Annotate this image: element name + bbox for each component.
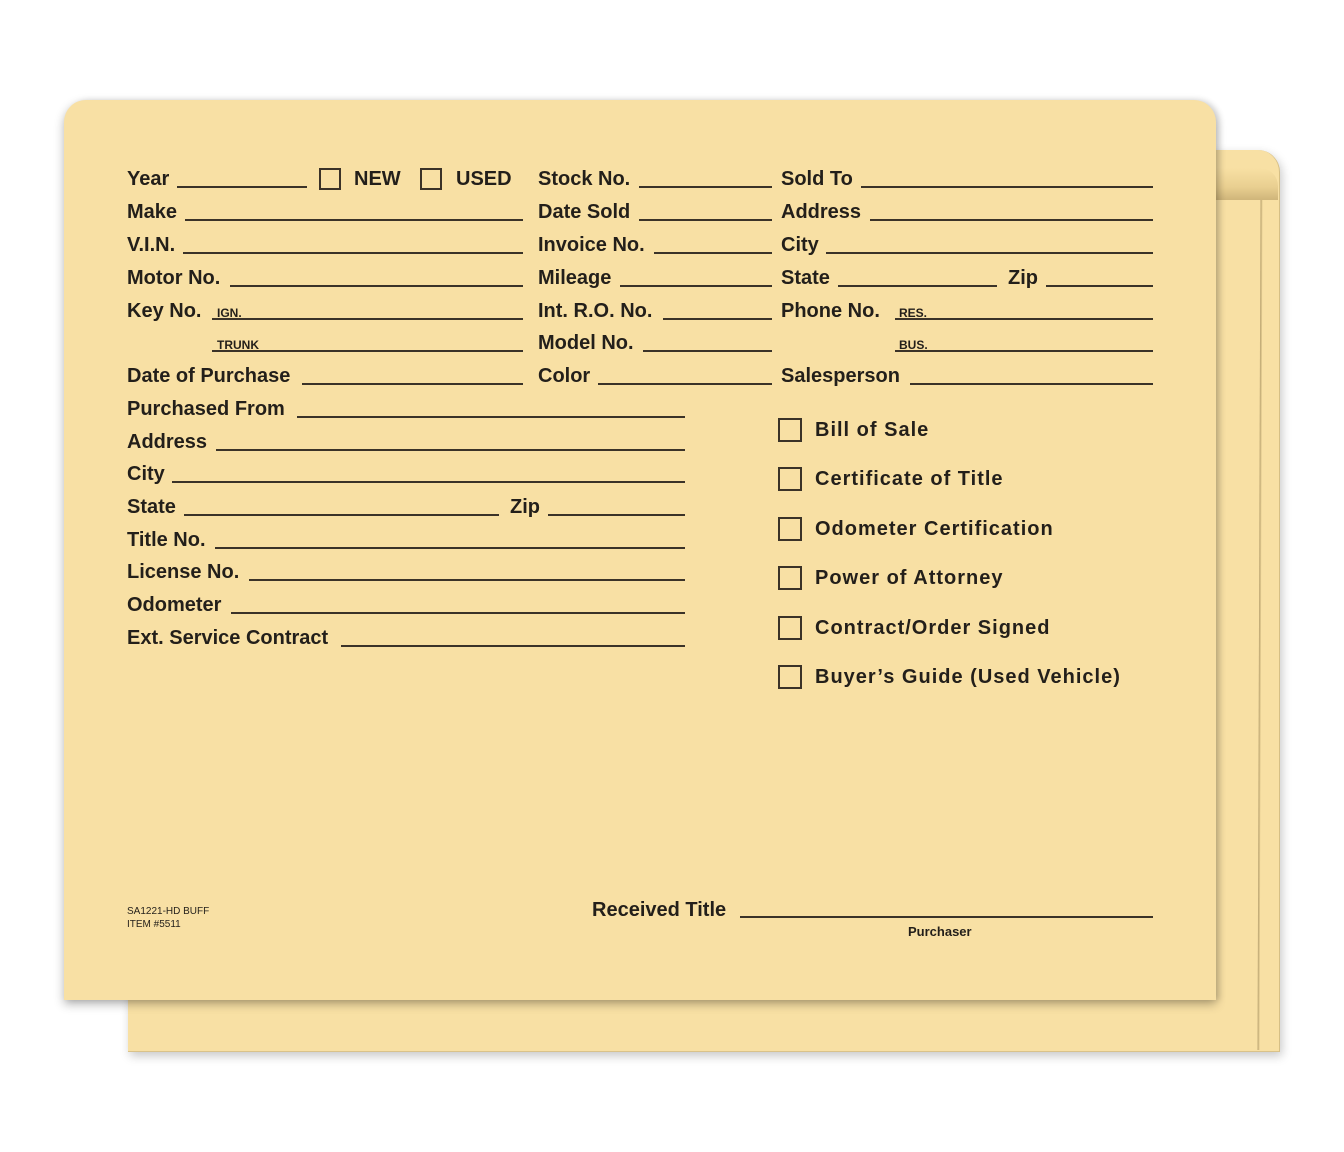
seller-zip-label: Zip — [510, 496, 540, 518]
buyer-city-label: City — [781, 234, 819, 256]
phone-res-label: RES. — [899, 306, 928, 320]
int-ro-no-field[interactable] — [663, 318, 772, 320]
int-ro-no-label: Int. R.O. No. — [538, 300, 653, 322]
stock-no-field[interactable] — [639, 186, 772, 188]
certificate-of-title-label: Certificate of Title — [815, 468, 1004, 490]
motor-no-field[interactable] — [230, 285, 523, 287]
buyer-zip-label: Zip — [1008, 267, 1038, 289]
model-no-label: Model No. — [538, 332, 634, 354]
key-no-label: Key No. — [127, 300, 202, 322]
power-of-attorney-checkbox[interactable] — [778, 566, 802, 590]
make-label: Make — [127, 201, 178, 223]
model-no-field[interactable] — [643, 350, 772, 352]
year-label: Year — [127, 168, 170, 190]
seller-address-field[interactable] — [216, 449, 685, 451]
seller-city-field[interactable] — [172, 481, 685, 483]
certificate-of-title-checkbox[interactable] — [778, 467, 802, 491]
sold-to-field[interactable] — [861, 186, 1153, 188]
ext-service-contract-label: Ext. Service Contract — [127, 627, 329, 649]
used-label: USED — [456, 168, 512, 190]
seller-state-label: State — [127, 496, 176, 518]
phone-no-label: Phone No. — [781, 300, 880, 322]
date-sold-label: Date Sold — [538, 201, 631, 223]
title-no-field[interactable] — [215, 547, 685, 549]
license-no-label: License No. — [127, 561, 240, 583]
product-code: SA1221-HD BUFF — [127, 906, 210, 917]
title-no-label: Title No. — [127, 529, 206, 551]
key-trunk-field[interactable] — [212, 350, 523, 352]
motor-no-label: Motor No. — [127, 267, 221, 289]
seller-address-label: Address — [127, 431, 208, 453]
buyer-address-field[interactable] — [870, 219, 1153, 221]
salesperson-field[interactable] — [910, 383, 1153, 385]
new-label: NEW — [354, 168, 401, 190]
ext-service-contract-field[interactable] — [341, 645, 685, 647]
mileage-label: Mileage — [538, 267, 612, 289]
purchased-from-field[interactable] — [297, 416, 685, 418]
phone-res-field[interactable] — [895, 318, 1153, 320]
buyer-state-field[interactable] — [838, 285, 997, 287]
salesperson-label: Salesperson — [781, 365, 900, 387]
phone-bus-field[interactable] — [895, 350, 1153, 352]
key-trunk-label: TRUNK — [217, 338, 259, 352]
key-ign-field[interactable] — [212, 318, 523, 320]
deal-jacket-front-panel — [64, 100, 1216, 1000]
color-field[interactable] — [598, 383, 772, 385]
bill-of-sale-label: Bill of Sale — [815, 419, 930, 441]
stock-no-label: Stock No. — [538, 168, 631, 190]
purchaser-caption: Purchaser — [908, 924, 972, 939]
vin-field[interactable] — [183, 252, 523, 254]
date-of-purchase-label: Date of Purchase — [127, 365, 291, 387]
item-number: ITEM #5511 — [127, 919, 181, 930]
odometer-label: Odometer — [127, 594, 222, 616]
make-field[interactable] — [185, 219, 523, 221]
seller-city-label: City — [127, 463, 165, 485]
odometer-certification-checkbox[interactable] — [778, 517, 802, 541]
seller-zip-field[interactable] — [548, 514, 685, 516]
vin-label: V.I.N. — [127, 234, 176, 256]
license-no-field[interactable] — [249, 579, 685, 581]
invoice-no-field[interactable] — [654, 252, 772, 254]
mileage-field[interactable] — [620, 285, 772, 287]
key-ign-label: IGN. — [217, 306, 242, 320]
received-title-signature-field[interactable] — [740, 916, 1153, 918]
sold-to-label: Sold To — [781, 168, 853, 190]
year-field[interactable] — [177, 186, 307, 188]
contract-order-signed-checkbox[interactable] — [778, 616, 802, 640]
date-sold-field[interactable] — [639, 219, 772, 221]
power-of-attorney-label: Power of Attorney — [815, 567, 1004, 589]
contract-order-signed-label: Contract/Order Signed — [815, 617, 1051, 639]
buyer-address-label: Address — [781, 201, 862, 223]
buyer-city-field[interactable] — [826, 252, 1153, 254]
buyers-guide-label: Buyer’s Guide (Used Vehicle) — [815, 666, 1121, 688]
received-title-label: Received Title — [592, 899, 727, 921]
purchased-from-label: Purchased From — [127, 398, 285, 420]
phone-bus-label: BUS. — [899, 338, 928, 352]
odometer-certification-label: Odometer Certification — [815, 518, 1054, 540]
bill-of-sale-checkbox[interactable] — [778, 418, 802, 442]
seller-state-field[interactable] — [184, 514, 499, 516]
used-checkbox[interactable] — [420, 168, 442, 190]
new-checkbox[interactable] — [319, 168, 341, 190]
date-of-purchase-field[interactable] — [302, 383, 523, 385]
color-label: Color — [538, 365, 591, 387]
invoice-no-label: Invoice No. — [538, 234, 645, 256]
buyer-zip-field[interactable] — [1046, 285, 1153, 287]
buyers-guide-checkbox[interactable] — [778, 665, 802, 689]
buyer-state-label: State — [781, 267, 830, 289]
odometer-field[interactable] — [231, 612, 685, 614]
